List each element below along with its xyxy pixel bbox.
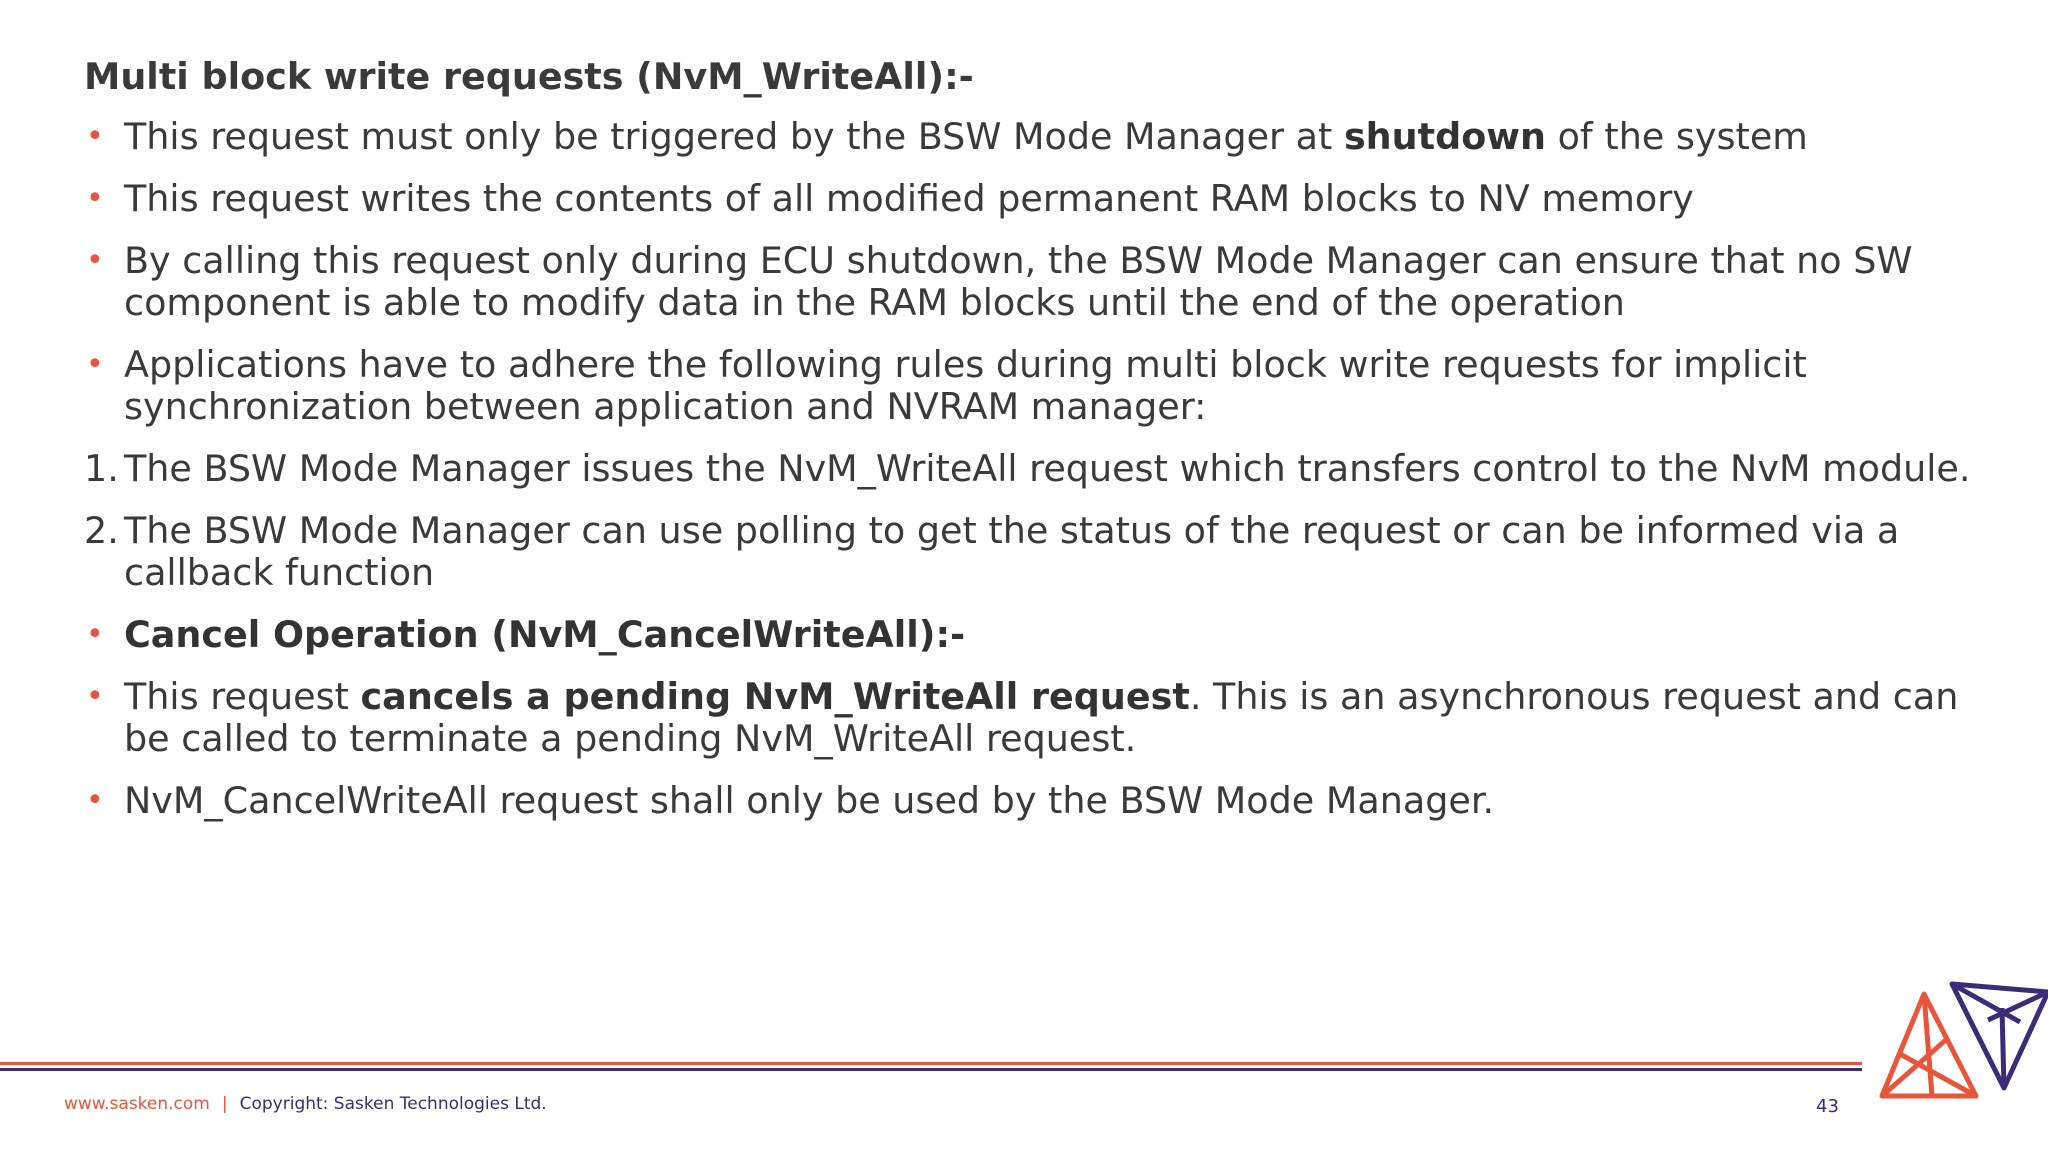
bullet-icon: •	[86, 679, 104, 714]
bullet-icon: •	[86, 783, 104, 818]
footer-divider-orange	[0, 1062, 1862, 1065]
item-text: Applications have to adhere the following rules during multi block write requests for implicit synchronization between application and NVRAM manager:	[124, 343, 1807, 428]
item-text: This request writes the contents of all modified permanent RAM blocks to NV memory	[124, 177, 1694, 220]
item-text-bold: Cancel Operation (NvM_CancelWriteAll):-	[124, 613, 966, 656]
bullet-icon: •	[86, 243, 104, 278]
footer-copyright: Copyright: Sasken Technologies Ltd.	[239, 1094, 547, 1114]
bullet-icon: •	[86, 617, 104, 652]
list-item	[84, 240, 2014, 324]
list-item	[84, 676, 2014, 760]
list-item	[84, 780, 2014, 822]
item-text: By calling this request only during ECU shutdown, the BSW Mode Manager can ensure that no SW component is able to modify data in the RAM blocks until the end of the operation	[124, 239, 1913, 324]
item-text: This request must only be triggered by the BSW Mode Manager at	[124, 115, 1344, 158]
page-number: 43	[1816, 1096, 1839, 1117]
list-item	[84, 116, 2014, 158]
bullet-icon: •	[86, 181, 104, 216]
slide-heading: Multi block write requests (NvM_WriteAll):-	[84, 55, 974, 98]
item-text: This request	[124, 675, 361, 718]
list-item	[84, 344, 2014, 428]
footer-divider-purple	[0, 1068, 1862, 1071]
item-text-bold: cancels a pending NvM_WriteAll request	[360, 675, 1190, 718]
list-item	[84, 510, 2014, 594]
slide-content	[84, 52, 2014, 842]
item-text: The BSW Mode Manager issues the NvM_WriteAll request which transfers control to the NvM module.	[124, 447, 1971, 490]
list-item	[84, 178, 2014, 220]
item-text: . This is an asynchronous request and can be called to terminate a pending NvM_WriteAll request.	[124, 675, 1959, 760]
bullet-list	[84, 116, 2014, 822]
item-text: The BSW Mode Manager can use polling to get the status of the request or can be informed via a callback function	[124, 509, 1900, 594]
item-text: of the system	[1546, 115, 1808, 158]
footer-url-link[interactable]: www.sasken.com	[64, 1094, 210, 1114]
bullet-icon: •	[86, 119, 104, 154]
bullet-icon: •	[86, 347, 104, 382]
footer-credits	[64, 1094, 547, 1114]
item-number: 1.	[84, 447, 119, 490]
list-item	[84, 614, 2014, 656]
sasken-logo-icon	[1870, 978, 2048, 1100]
footer-separator: |	[221, 1094, 228, 1114]
item-number: 2.	[84, 509, 119, 552]
list-item	[84, 448, 2014, 490]
item-text-bold: shutdown	[1343, 115, 1546, 158]
item-text: NvM_CancelWriteAll request shall only be used by the BSW Mode Manager.	[124, 779, 1495, 822]
